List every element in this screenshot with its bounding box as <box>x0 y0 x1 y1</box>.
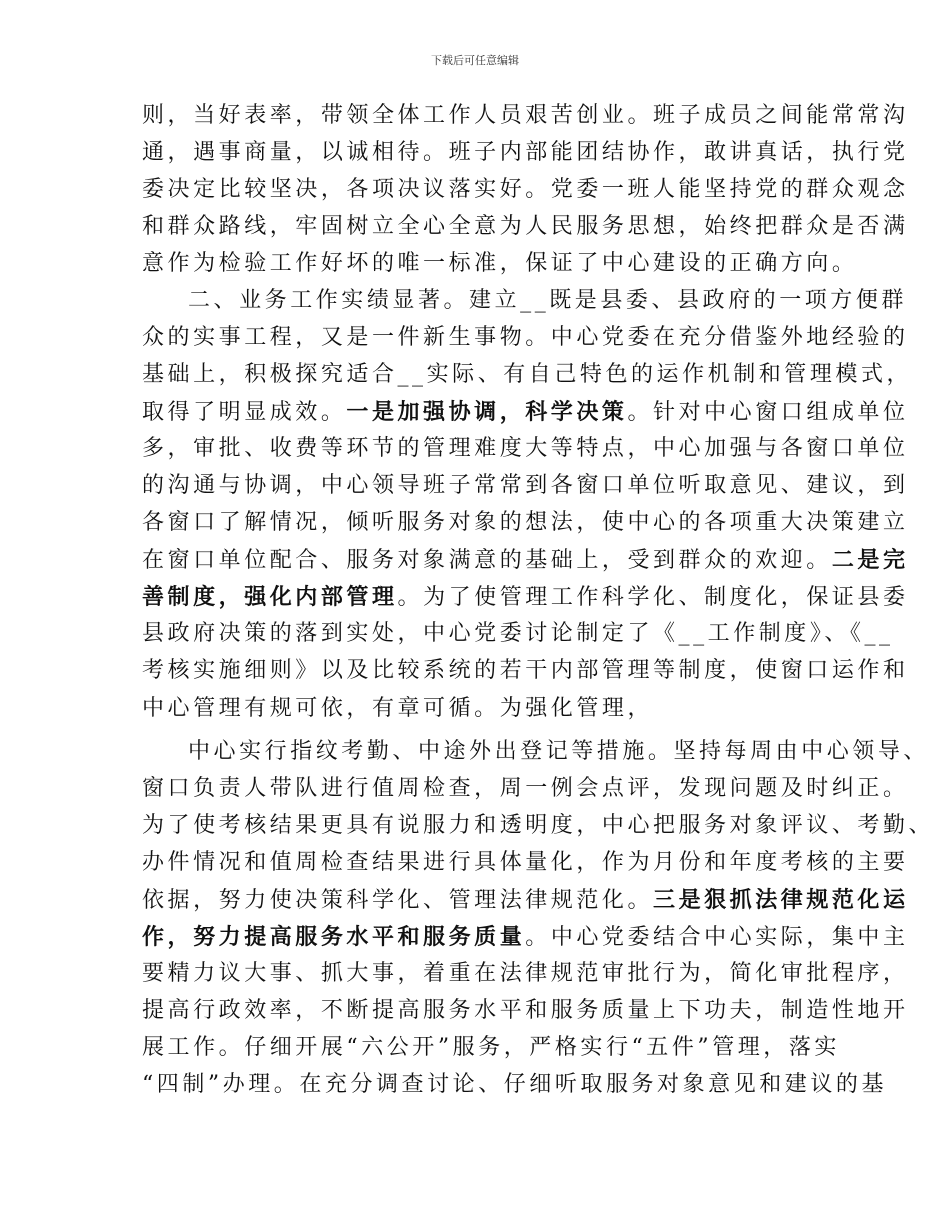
bold-phrase: 作，努力提高服务水平和服务质量 <box>142 924 526 950</box>
text-run: “四制”办理。在充分调查讨论、仔细听取服务对象意见和建议的基 <box>142 1072 887 1097</box>
text-line <box>142 1067 887 1103</box>
text-run: 要精力议大事、抓大事，着重在法律规范审批行为，简化审批程序， <box>142 961 909 986</box>
text-line <box>142 209 909 245</box>
text-line <box>188 734 929 770</box>
text-line <box>142 320 909 356</box>
text-run: 意作为检验工作好坏的唯一标准，保证了中心建设的正确方向。 <box>142 251 858 276</box>
text-line <box>142 808 934 844</box>
bold-phrase: 二是完 <box>831 547 909 573</box>
text-line <box>142 691 653 727</box>
text-run: 基础上，积极探究适合__实际、有自己特色的运作机制和管理模式， <box>142 362 913 387</box>
text-line <box>142 357 912 393</box>
text-run: 二、业务工作实绩显著。建立__既是县委、县政府的一项方便群 <box>188 288 907 313</box>
text-line <box>142 919 909 956</box>
text-run: 通，遇事商量，以诚相待。班子内部能团结协作，敢讲真话，执行党 <box>142 140 909 165</box>
bold-phrase: 善制度，强化内部管理 <box>142 584 398 610</box>
text-run: 。针对中心窗口组成单位 <box>627 400 909 425</box>
text-run: 提高行政效率，不断提高服务水平和服务质量上下功夫，制造性地开 <box>142 998 909 1023</box>
text-line <box>142 993 909 1029</box>
text-run: 窗口负责人带队进行值周检查，周一例会点评，发现问题及时纠正。 <box>142 776 909 801</box>
text-line <box>142 431 909 467</box>
text-run: 委决定比较坚决，各项决议落实好。党委一班人能坚持党的群众观念 <box>142 177 909 202</box>
text-run: 。中心党委结合中心实际，集中主 <box>525 925 909 950</box>
text-line <box>142 542 909 579</box>
text-line <box>142 394 909 431</box>
text-run: 县政府决策的落到实处，中心党委讨论制定了《__工作制度》、《__ <box>142 621 894 646</box>
text-line <box>142 505 909 541</box>
text-line <box>142 845 909 881</box>
text-run: 各窗口了解情况，倾听服务对象的想法，使中心的各项重大决策建立 <box>142 510 909 535</box>
text-run: 在窗口单位配合、服务对象满意的基础上，受到群众的欢迎。 <box>142 548 832 573</box>
text-line <box>142 135 909 171</box>
text-run: 多，审批、收费等环节的管理难度大等特点，中心加强与各窗口单位 <box>142 436 909 461</box>
text-line <box>142 172 909 208</box>
text-run: 考核实施细则》以及比较系统的若干内部管理等制度，使窗口运作和 <box>142 658 909 683</box>
bold-phrase: 一是加强协调，科学决策 <box>346 399 628 425</box>
text-run: 众的实事工程，又是一件新生事物。中心党委在充分借鉴外地经验的 <box>142 325 909 350</box>
text-line <box>142 246 857 282</box>
text-line <box>142 468 909 504</box>
text-line <box>142 956 909 992</box>
text-run: 中心管理有规可依，有章可循。为强化管理， <box>142 696 654 721</box>
text-line <box>142 882 909 919</box>
text-line <box>142 1030 840 1066</box>
text-run: 取得了明显成效。 <box>142 400 347 425</box>
text-run: 办件情况和值周检查结果进行具体量化，作为月份和年度考核的主要 <box>142 850 909 875</box>
text-run: 为了使考核结果更具有说服力和透明度，中心把服务对象评议、考勤、 <box>142 813 935 838</box>
page-header: 下载后可任意编辑 <box>431 54 519 67</box>
text-run: 的沟通与协调，中心领导班子常常到各窗口单位听取意见、建议，到 <box>142 473 909 498</box>
bold-phrase: 三是狠抓法律规范化运 <box>653 887 909 913</box>
text-run: 中心实行指纹考勤、中途外出登记等措施。坚持每周由中心领导、 <box>188 739 929 764</box>
text-run: 展工作。仔细开展“六公开”服务，严格实行“五件”管理，落实 <box>142 1035 840 1060</box>
text-line <box>142 616 894 652</box>
text-line <box>142 579 909 616</box>
text-line <box>188 283 907 319</box>
text-line <box>142 98 909 134</box>
text-line <box>142 771 909 807</box>
text-run: 则，当好表率，带领全体工作人员艰苦创业。班子成员之间能常常沟 <box>142 103 909 128</box>
text-run: 和群众路线，牢固树立全心全意为人民服务思想，始终把群众是否满 <box>142 214 909 239</box>
text-run: 。为了使管理工作科学化、制度化，保证县委 <box>397 585 909 610</box>
text-run: 依据，努力使决策科学化、管理法律规范化。 <box>142 888 654 913</box>
text-line <box>142 653 909 689</box>
